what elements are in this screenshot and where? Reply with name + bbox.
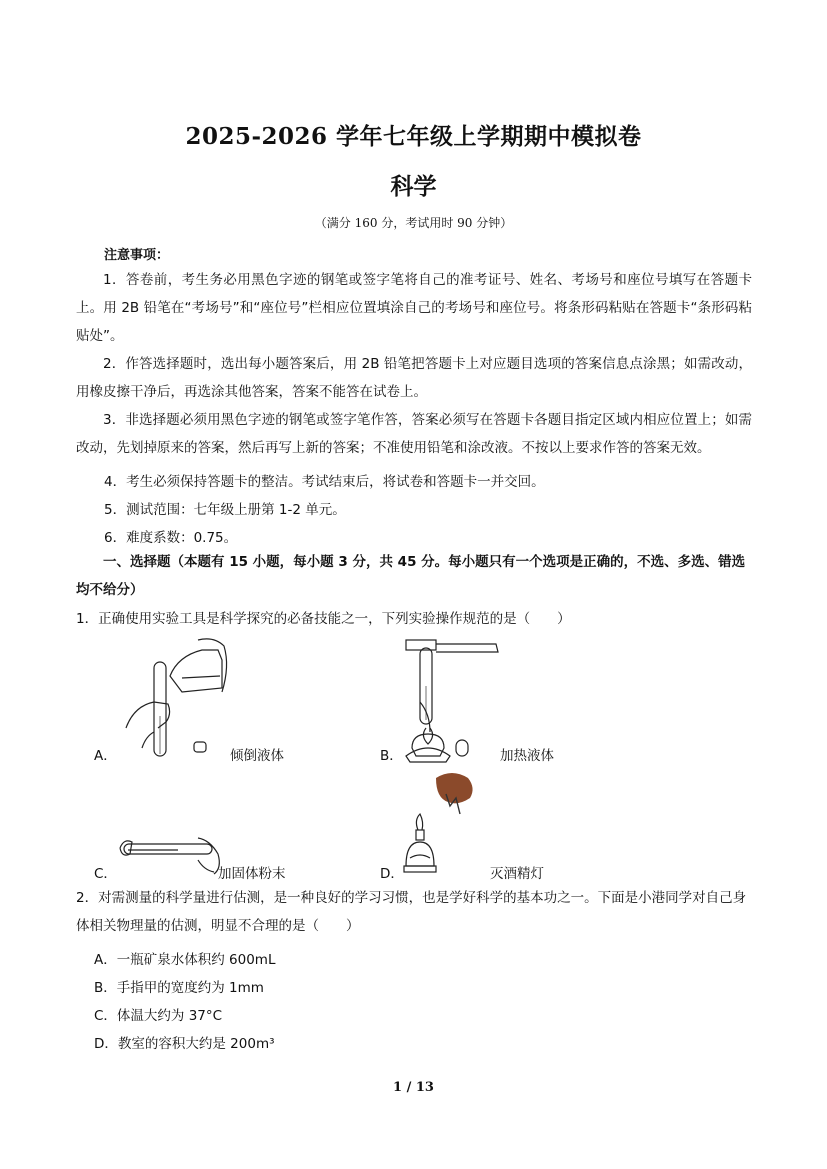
page-number: 1 / 13 <box>393 1080 434 1095</box>
q2-option-c: C．体温大约为 37°C <box>94 1008 223 1024</box>
alcohol-lamp-figure <box>400 770 490 880</box>
q1-option-b-label: B． <box>380 748 403 764</box>
q2-option-a: A．一瓶矿泉水体积约 600mL <box>94 952 276 968</box>
question-2-stem: 2．对需测量的科学量进行估测，是一种良好的学习习惯，也是学好科学的基本功之一。下面是小港同学对自己身体相关物理量的估测，明显不合理的是（ ） <box>76 890 747 934</box>
notice-item-4: 4．考生必须保持答题卡的整洁。考试结束后，将试卷和答题卡一并交回。 <box>104 474 545 490</box>
notice-heading: 注意事项： <box>104 248 170 263</box>
q1-option-a-caption: 倾倒液体 <box>230 748 284 764</box>
subject-title: 科学 <box>390 173 437 200</box>
heating-liquid-figure <box>400 636 510 766</box>
q1-option-d-caption: 灭酒精灯 <box>490 866 544 882</box>
notice-item-2: 2．作答选择题时，选出每小题答案后，用 2B 铅笔把答题卡上对应题目选项的答案信息点涂黑；如需改动，用橡皮擦干净后，再选涂其他答案，答案不能答在试卷上。 <box>76 356 752 400</box>
notice-item-6: 6．难度系数：0.75。 <box>104 530 238 546</box>
exam-title: 2025-2026 学年七年级上学期期中模拟卷 <box>185 123 642 150</box>
q1-option-c-caption: 加固体粉末 <box>218 866 286 882</box>
notice-item-5: 5．测试范围：七年级上册第 1-2 单元。 <box>104 502 346 518</box>
adding-powder-figure <box>118 830 228 880</box>
section-heading: 一、选择题（本题有 15 小题，每小题 3 分，共 45 分。每小题只有一个选项是正确的，不选、多选、错选均不给分） <box>76 554 746 598</box>
q1-option-b-caption: 加热液体 <box>500 748 554 764</box>
q1-option-d-label: D． <box>380 866 404 882</box>
q2-option-b: B．手指甲的宽度约为 1mm <box>94 980 264 996</box>
q1-option-a-label: A． <box>94 748 117 764</box>
pouring-liquid-figure <box>118 636 238 760</box>
notice-item-3: 3．非选择题必须用黑色字迹的钢笔或签字笔作答，答案必须写在答题卡各题目指定区域内相应位置上；如需改动，先划掉原来的答案，然后再写上新的答案；不准使用铅笔和涂改液。不按以上要求作答的答案无效。 <box>76 412 752 456</box>
exam-info: （满分 160 分，考试用时 90 分钟） <box>314 216 513 230</box>
notice-item-1: 1．答卷前，考生务必用黑色字迹的钢笔或签字笔将自己的准考证号、姓名、考场号和座位号填写在答题卡上。用 2B 铅笔在“考场号”和“座位号”栏相应位置填涂自己的考场号和座位号。将条形码粘贴在答题卡“条形码粘贴处”。 <box>76 272 752 344</box>
question-1-stem: 1．正确使用实验工具是科学探究的必备技能之一，下列实验操作规范的是（ ） <box>76 611 571 627</box>
q2-option-d: D．教室的容积大约是 200m³ <box>94 1036 275 1052</box>
q1-option-c-label: C． <box>94 866 117 882</box>
